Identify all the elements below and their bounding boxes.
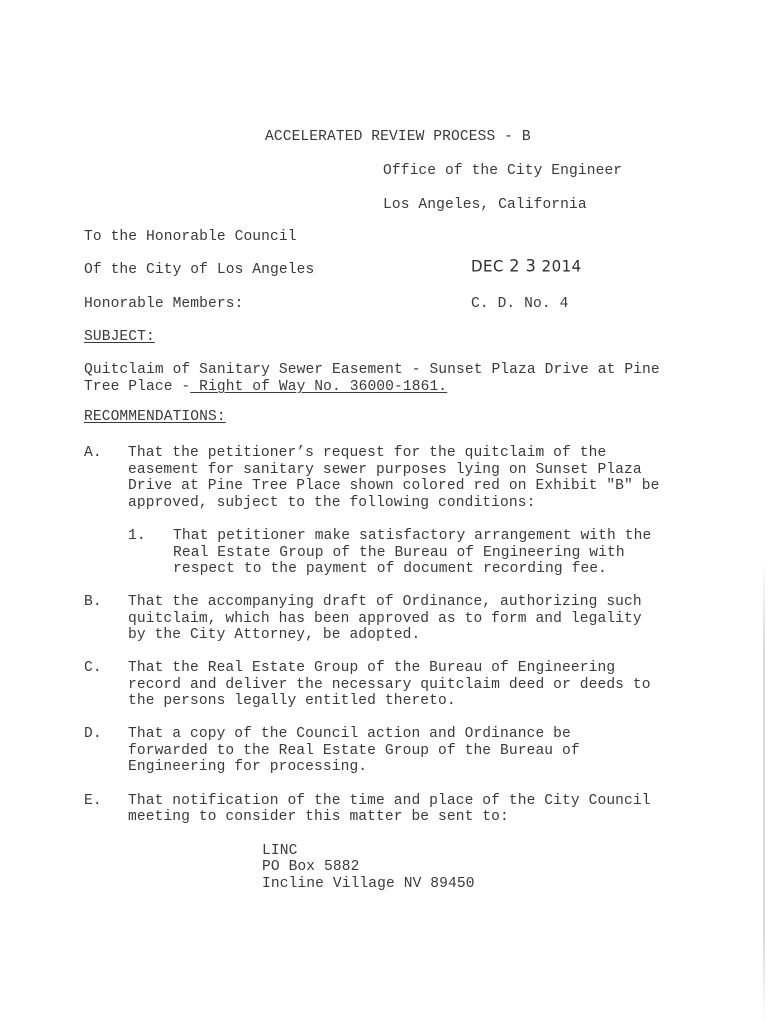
recommendation-d-line: That a copy of the Council action and Ordinance be — [128, 726, 571, 742]
addressee-line-2: Of the City of Los Angeles — [84, 262, 315, 278]
salutation: Honorable Members: — [84, 296, 244, 312]
recommendation-b-line: by the City Attorney, be adopted. — [128, 627, 421, 643]
address-city-state-zip: Incline Village NV 89450 — [262, 876, 475, 892]
recommendation-e-line: That notification of the time and place of the City Council — [128, 793, 651, 809]
date-stamp-year: 2014 — [541, 256, 582, 276]
recommendation-marker: C. — [84, 660, 102, 676]
recommendation-e-line: meeting to consider this matter be sent to: — [128, 809, 509, 825]
date-stamp-month: DEC — [471, 256, 505, 276]
subject-line-2-prefix: Tree Place - — [84, 379, 191, 395]
addressee-line-1: To the Honorable Council — [84, 229, 297, 245]
date-stamp-day: 2 3 — [509, 255, 537, 276]
recommendation-b-line: quitclaim, which has been approved as to form and legality — [128, 611, 642, 627]
sub-recommendation-marker: 1. — [128, 528, 146, 544]
recommendation-c-line: record and deliver the necessary quitclaim deed or deeds to — [128, 677, 651, 693]
recommendation-marker: B. — [84, 594, 102, 610]
recommendation-a-line: approved, subject to the following conditions: — [128, 495, 536, 511]
subject-line-2 — [84, 379, 447, 396]
recommendation-a-line: Drive at Pine Tree Place shown colored red on Exhibit "B" be — [128, 478, 660, 494]
recommendation-marker: A. — [84, 445, 102, 461]
office-name: Office of the City Engineer — [383, 163, 623, 179]
recommendation-a-line: easement for sanitary sewer purposes lying on Sunset Plaza — [128, 462, 642, 478]
scan-edge-shadow — [763, 560, 765, 1024]
office-location: Los Angeles, California — [383, 197, 587, 213]
recommendation-a-line: That the petitioner’s request for the quitclaim of the — [128, 445, 607, 461]
right-of-way-number: Right of Way No. 36000-1861. — [190, 379, 448, 395]
recommendation-d-line: forwarded to the Real Estate Group of the Bureau of — [128, 743, 580, 759]
recommendation-d-line: Engineering for processing. — [128, 759, 368, 775]
subject-heading: SUBJECT: — [84, 329, 155, 345]
address-name: LINC — [262, 843, 298, 859]
recommendation-marker: D. — [84, 726, 102, 742]
sub-recommendation-line: respect to the payment of document recording fee. — [173, 561, 608, 577]
document-title: ACCELERATED REVIEW PROCESS - B — [265, 129, 531, 145]
date-stamp — [471, 255, 582, 276]
recommendation-c-line: the persons legally entitled thereto. — [128, 693, 456, 709]
recommendations-heading: RECOMMENDATIONS: — [84, 409, 226, 425]
recommendation-marker: E. — [84, 793, 102, 809]
recommendation-c-line: That the Real Estate Group of the Bureau of Engineering — [128, 660, 616, 676]
address-po-box: PO Box 5882 — [262, 859, 360, 875]
subject-line-1: Quitclaim of Sanitary Sewer Easement - Sunset Plaza Drive at Pine — [84, 362, 660, 378]
sub-recommendation-line: Real Estate Group of the Bureau of Engineering with — [173, 545, 625, 561]
council-district: C. D. No. 4 — [471, 296, 569, 312]
recommendation-b-line: That the accompanying draft of Ordinance, authorizing such — [128, 594, 642, 610]
sub-recommendation-line: That petitioner make satisfactory arrangement with the — [173, 528, 652, 544]
